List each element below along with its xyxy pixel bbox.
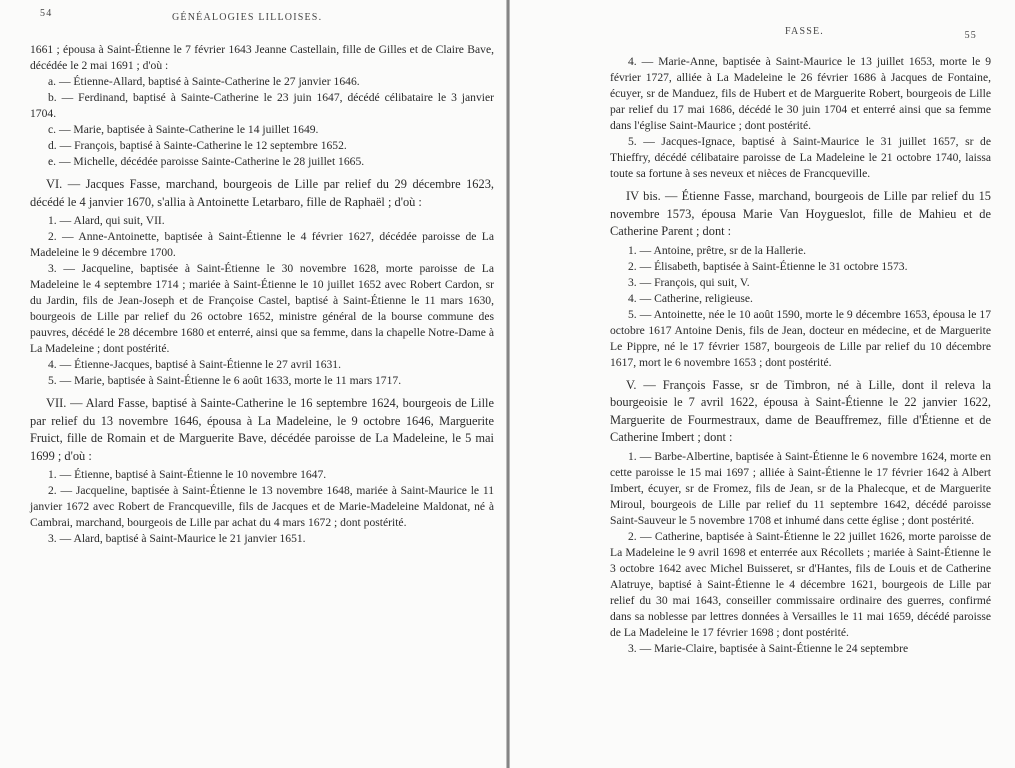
list-item: 3. — Jacqueline, baptisée à Saint-Étienne le 30 novembre 1628, morte paroisse de La Madeleine le 4 septembre 1714 ; mariée à Saint-Étienne le 10 juillet 1652 avec Robert Cardon, sr du Jardin, fils de Jean-Joseph et de Françoise Castel, baptisé à Saint-Étienne le 11 mars 1630, bourgeois de Lille par relief du 26 octobre 1652, ministre général de la bourse commune des pauvres, décédé le 28 décembre 1680 et enterré, ainsi que sa femme, dans la chapelle Notre-Dame à La Madeleine ; dont postérité. <box>30 262 494 355</box>
right-running-title: FASSE. <box>785 26 824 37</box>
list-item: 2. — Anne-Antoinette, baptisée à Saint-Étienne le 4 février 1627, décédée paroisse de La Madeleine le 9 décembre 1700. <box>30 230 494 259</box>
left-page-number: 54 <box>40 8 53 19</box>
list-item: 1. — Barbe-Albertine, baptisée à Saint-Étienne le 6 novembre 1624, morte en cette paroisse le 15 mai 1697 ; alliée à Saint-Étienne le 17 février 1642 à Albert Imbert, écuyer, sr de Fromez, fils de Jean, sr de la Phalecque, et de Marguerite Miroul, bourgeois de Lille par relief du 11 septembre 1642, décédé paroisse Saint-Sauveur le 5 novembre 1708 et inhumé dans cette église ; dont postérité. <box>610 449 991 527</box>
list-item: d. — François, baptisé à Sainte-Catherine le 12 septembre 1652. <box>48 139 347 152</box>
list-item: b. — Ferdinand, baptisé à Sainte-Catherine le 23 juin 1647, décédé célibataire le 3 janvier 1704. <box>30 91 494 120</box>
left-running-title: GÉNÉALOGIES LILLOISES. <box>172 12 323 23</box>
list-item: 2. — Élisabeth, baptisée à Saint-Étienne le 31 octobre 1573. <box>628 259 908 273</box>
list-item: 4. — Catherine, religieuse. <box>628 291 753 305</box>
right-page <box>510 0 1015 768</box>
list-item: 3. — Marie-Claire, baptisée à Saint-Étienne le 24 septembre <box>628 641 909 655</box>
generation-heading: V. — François Fasse, sr de Timbron, né à Lille, dont il releva la bourgeoisie le 7 avril 1622, épousa à Saint-Étienne le 22 janvier 1622, Marguerite de Fourmestraux, dame de Beauffremez, fille d'Étienne et de Catherine Imbert ; dont : <box>610 377 991 444</box>
list-item: e. — Michelle, décédée paroisse Sainte-Catherine le 28 juillet 1665. <box>48 155 365 168</box>
generation-heading: IV bis. — Étienne Fasse, marchand, bourgeois de Lille par relief du 15 novembre 1573, épousa Marie Van Hoygueslot, fille de Mahieu et de Catherine Parent ; dont : <box>610 189 991 238</box>
list-item: 5. — Jacques-Ignace, baptisé à Saint-Maurice le 31 juillet 1657, sr de Thieffry, décédé célibataire paroisse de La Madeleine le 21 octobre 1740, laissa toute sa fortune à ses neveux et nièces de Francqueville. <box>610 135 991 180</box>
list-item: 3. — François, qui suit, V. <box>628 275 750 289</box>
list-item: 1. — Antoine, prêtre, sr de la Hallerie. <box>628 243 807 257</box>
list-item: 1. — Alard, qui suit, VII. <box>48 214 165 227</box>
list-item: 5. — Marie, baptisée à Saint-Étienne le 6 août 1633, morte le 11 mars 1717. <box>48 374 402 387</box>
list-item: c. — Marie, baptisée à Sainte-Catherine le 14 juillet 1649. <box>48 123 319 136</box>
right-running-head <box>610 8 991 41</box>
list-item: 2. — Jacqueline, baptisée à Saint-Étienne le 13 novembre 1648, mariée à Saint-Maurice le 11 janvier 1672 avec Robert de Francqueville, fils de Jacques et de Marie-Madeleine Maldonat, né à Cambrai, marchand, bourgeois de Lille par achat du 4 mars 1672 ; dont postérité. <box>30 484 494 529</box>
generation-heading: VII. — Alard Fasse, baptisé à Sainte-Catherine le 16 septembre 1624, bourgeois de Lille par relief du 13 novembre 1646, épousa à La Madeleine, le 9 octobre 1646, Marguerite Fruict, fille de Romain et de Marguerite Bave, décédée paroisse de La Madeleine, le 5 mai 1699 ; d'où : <box>30 396 494 463</box>
list-item: 4. — Marie-Anne, baptisée à Saint-Maurice le 13 juillet 1653, morte le 9 février 1727, alliée à La Madeleine le 26 février 1686 à Jacques de Fontaine, écuyer, sr de Manduez, fils de Hubert et de Marguerite Robert, bourgeois de Lille par relief du 17 mai 1686, décédé le 30 juin 1704 et enterré ainsi que sa femme dans l'église Saint-Maurice ; dont postérité. <box>610 55 991 132</box>
list-item: 4. — Étienne-Jacques, baptisé à Saint-Étienne le 27 avril 1631. <box>48 358 341 371</box>
list-item: 5. — Antoinette, née le 10 août 1590, morte le 9 décembre 1653, épousa le 17 octobre 1617 Antoine Denis, fils de Jean, docteur en médecine, et de Marguerite Le Pippre, né le 17 février 1587, bourgeois de Lille par relief du 10 décembre 1617, mort le 6 novembre 1653 ; dont postérité. <box>610 307 991 369</box>
right-text-block <box>610 54 991 657</box>
list-item: a. — Étienne-Allard, baptisé à Sainte-Catherine le 27 janvier 1646. <box>48 75 360 88</box>
left-running-head <box>30 8 494 30</box>
right-page-number: 55 <box>964 30 977 41</box>
generation-heading: VI. — Jacques Fasse, marchand, bourgeois de Lille par relief du 29 décembre 1623, décédé le 4 janvier 1670, s'allia à Antoinette Letarbaro, fille de Raphaël ; d'où : <box>30 177 494 209</box>
list-item: 2. — Catherine, baptisée à Saint-Étienne le 22 juillet 1626, morte paroisse de La Madeleine le 9 avril 1698 et enterrée aux Récollets ; mariée à Saint-Étienne le 3 octobre 1642 avec Michel Buisseret, sr d'Hantes, fils de Louis et de Catherine Alatruye, baptisé à Saint-Étienne le 4 décembre 1621, bourgeois de Lille par relief du 30 mai 1643, conseiller commissaire ordinaire des guerres, confirmé dans sa noblesse par lettres données à Versailles le 11 mai 1659, décédé paroisse de La Madeleine le 17 février 1698 ; dont postérité. <box>610 529 991 639</box>
paragraph: 1661 ; épousa à Saint-Étienne le 7 février 1643 Jeanne Castellain, fille de Gilles et de Claire Bave, décédée le 2 mai 1691 ; d'où : <box>30 43 494 72</box>
left-text-block <box>30 42 494 547</box>
list-item: 1. — Étienne, baptisé à Saint-Étienne le 10 novembre 1647. <box>48 468 327 481</box>
list-item: 3. — Alard, baptisé à Saint-Maurice le 21 janvier 1651. <box>48 532 306 545</box>
